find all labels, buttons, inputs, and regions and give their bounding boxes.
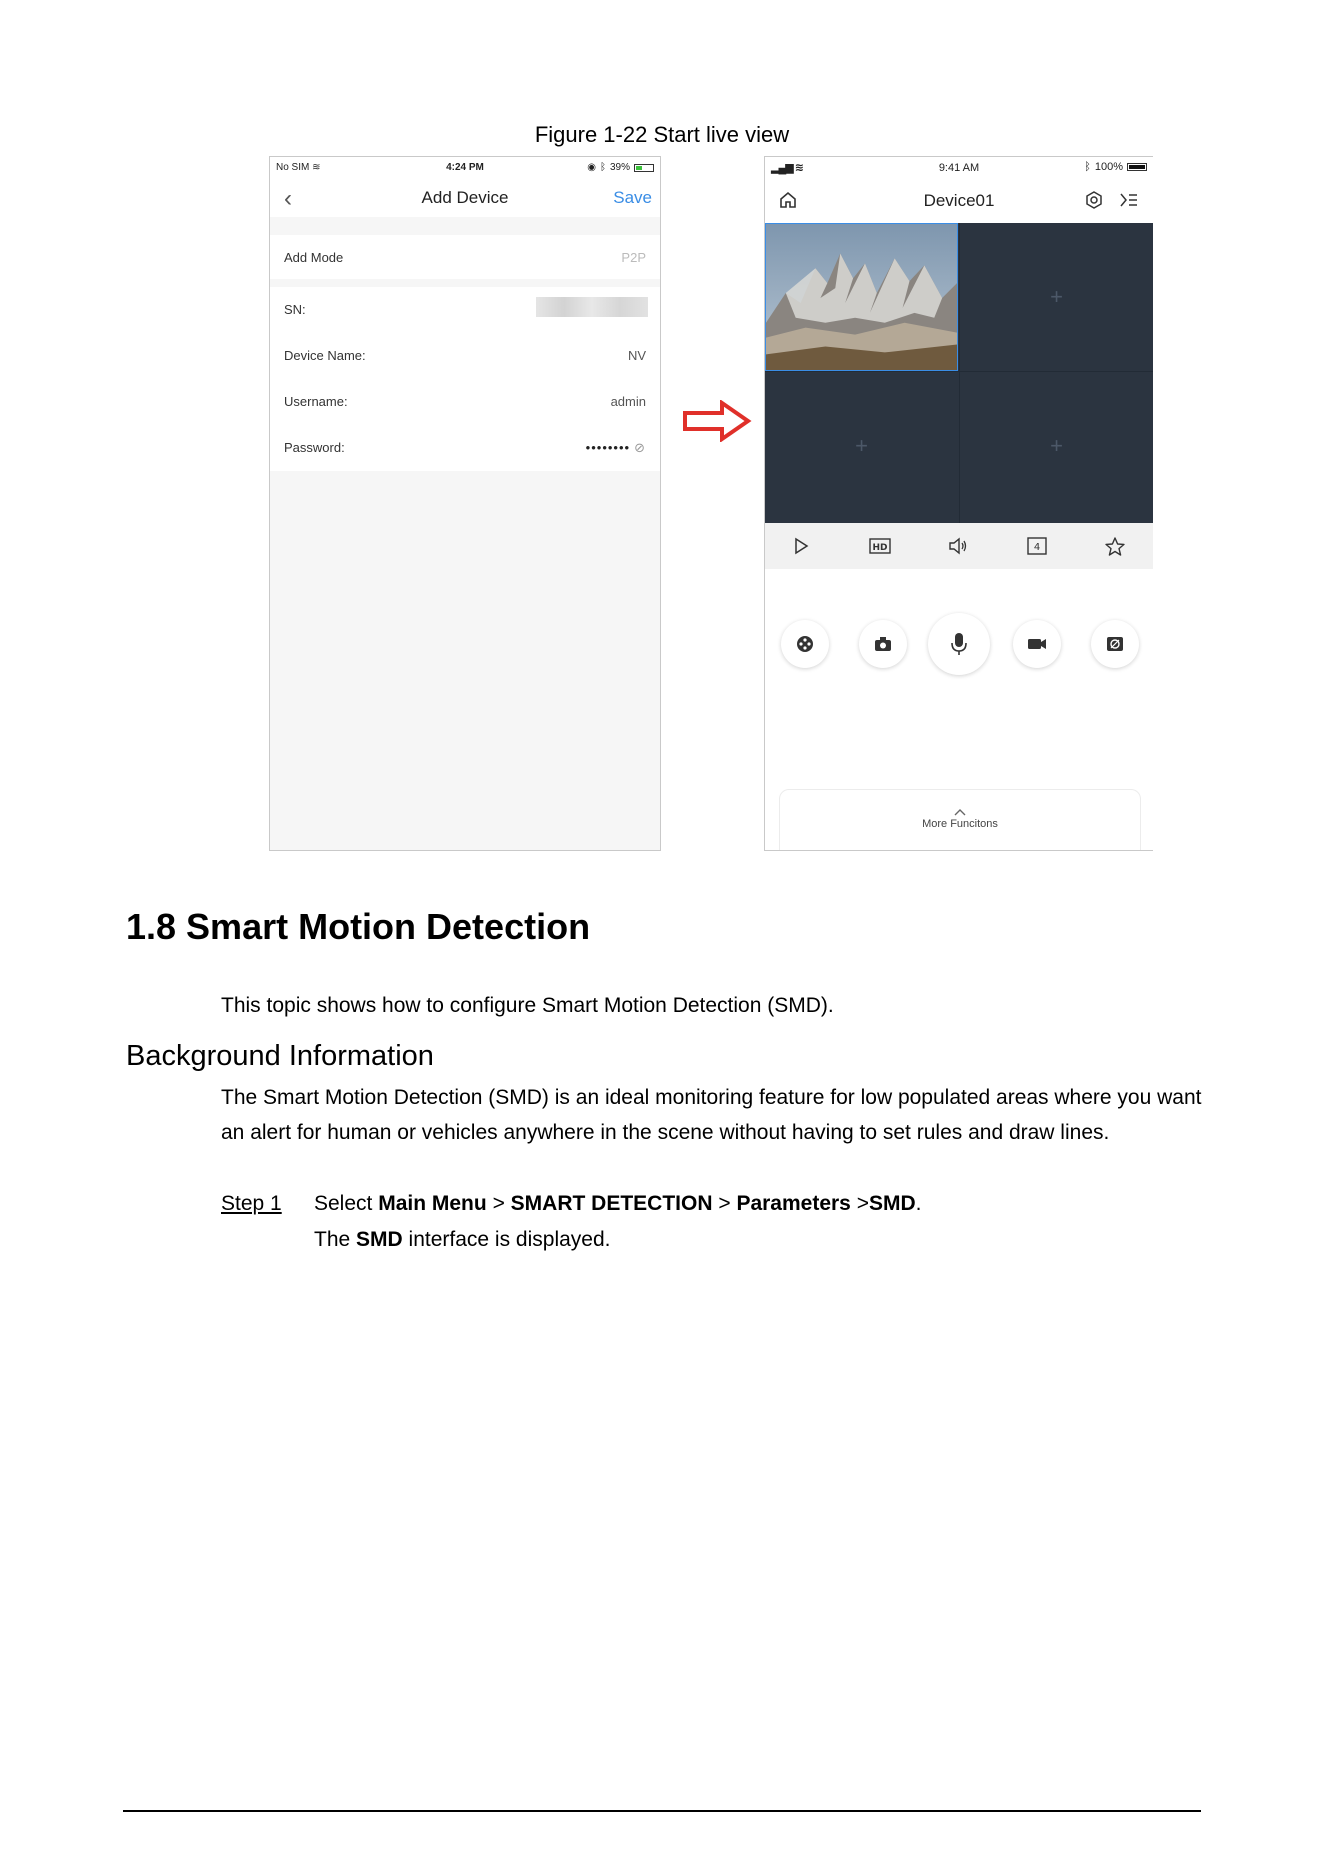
fisheye-icon[interactable] [1091,620,1139,668]
status-time: 4:24 PM [446,162,484,173]
video-window-2[interactable] [960,223,1153,371]
username-row[interactable]: Username: admin [270,379,660,426]
video-window-1[interactable] [765,223,958,371]
status-time: 9:41 AM [938,162,980,174]
footer-rule [123,1810,1201,1812]
menu-path-smart-detection: SMART DETECTION [510,1192,713,1215]
status-bar [765,157,1153,179]
video-window-4[interactable] [960,372,1153,520]
back-icon[interactable]: ‹ [284,185,292,212]
subsection-heading: Background Information [126,1040,434,1072]
figure-caption: Figure 1-22 Start live view [534,122,790,147]
eye-hidden-icon[interactable]: ⊘ [634,440,646,455]
background-paragraph: The Smart Motion Detection (SMD) is an ideal monitoring feature for low populated areas where you want an alert for human or vehicles anywhere in the scene without having to set rules and draw lines. [221,1086,1202,1144]
add-channel-icon: + [855,433,868,458]
wifi-icon: ≋ [312,162,321,173]
step-label: Step 1 [221,1192,282,1215]
battery-icon [634,164,654,172]
battery-percent: 100% [1094,161,1123,173]
status-bar: No SIM ≋ 4:24 PM ◉ ᛒ 39% [270,157,660,179]
microphone-icon[interactable] [928,613,990,675]
location-icon: ◉ [587,162,596,173]
battery-icon [1127,163,1147,171]
save-button[interactable]: Save [613,188,652,207]
signal-icon: ▂▄▆ ≋ [771,162,803,174]
menu-path-main-menu: Main Menu [378,1192,487,1215]
play-icon[interactable] [789,535,813,557]
step-result: The SMD interface is displayed. [314,1228,611,1251]
battery-percent: 39% [609,162,630,173]
add-mode-row[interactable]: Add Mode P2P [270,235,660,279]
sn-row[interactable]: SN: [270,287,660,334]
add-channel-icon: + [1050,284,1063,309]
menu-path-smd: SMD [868,1192,916,1215]
chevron-up-icon [780,804,1140,816]
playback-controls [765,523,1153,569]
device-list-icon[interactable] [1119,191,1139,209]
speaker-icon[interactable] [946,535,970,557]
snapshot-icon[interactable] [859,620,907,668]
star-icon[interactable] [1103,535,1127,557]
live-view-grid [765,223,1153,523]
menu-path-parameters: Parameters [736,1192,851,1215]
svg-text:4: 4 [1033,542,1041,553]
page-title: Add Device [421,188,509,207]
right-arrow-icon [682,400,752,442]
add-channel-icon: + [1050,433,1063,458]
intro-text: This topic shows how to configure Smart Motion Detection (SMD). [221,994,834,1017]
device-title: Device01 [923,191,995,210]
split-4-icon[interactable] [1025,535,1049,557]
gear-icon[interactable] [1085,191,1103,209]
nav-bar [270,179,660,217]
add-device-screen [269,156,661,851]
video-window-3[interactable] [765,372,958,520]
bluetooth-icon: ᛒ [599,162,606,173]
record-icon[interactable] [1013,620,1061,668]
section-heading: 1.8 Smart Motion Detection [126,906,591,947]
bluetooth-icon: ᛒ [1084,161,1091,173]
ptz-icon[interactable] [781,620,829,668]
sn-value-blurred [536,297,648,317]
more-functions-label: More Funcitons [922,818,998,830]
password-row[interactable]: Password: •••••••• ⊘ [270,425,660,471]
mountain-live-image [766,223,957,371]
step-instruction: Select Main Menu > SMART DETECTION > Parameters >SMD. [314,1192,922,1215]
device-name-row[interactable]: Device Name: NV [270,333,660,380]
live-view-screen [764,156,1153,851]
svg-text:HD: HD [872,543,888,553]
more-functions-panel[interactable] [779,789,1141,851]
hd-icon[interactable] [868,535,892,557]
nav-bar [765,179,1153,223]
